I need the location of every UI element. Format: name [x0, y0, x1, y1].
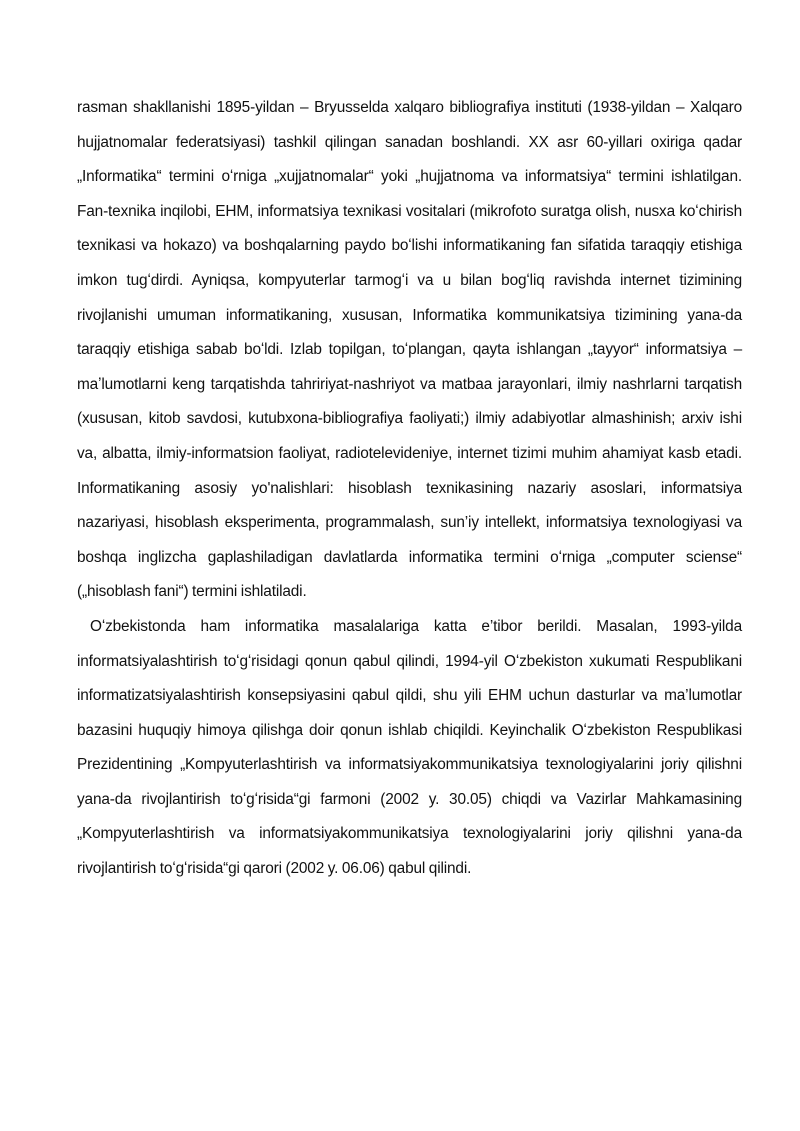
- document-page: [77, 91, 742, 887]
- body-paragraph: Oʻzbekistonda ham informatika masalalariga katta e’tibor berildi. Masalan, 1993-yilda informatsiyalashtirish toʻgʻrisidagi qonun qabul qilindi, 1994-yil Oʻzbekiston xukumati Respublikani informatizatsiyalashtirish konsepsiyasini qabul qildi, shu yili EHM uchun dasturlar va ma’lumotlar bazasini huquqiy himoya qilishga doir qonun ishlab chiqildi. Keyinchalik Oʻzbekiston Respublikasi Prezidentining „Kompyuterlashtirish va informatsiyakommunikatsiya texnologiyalarini joriy qilishni yana-da rivojlantirish toʻgʻrisida“gi farmoni (2002 y. 30.05) chiqdi va Vazirlar Mahkamasining „Kompyuterlashtirish va informatsiyakommunikatsiya texnologiyalarini joriy qilishni yana-da rivojlantirish toʻgʻrisida“gi qarori (2002 y. 06.06) qabul qilindi.: [77, 617, 742, 878]
- body-paragraph: rasman shakllanishi 1895-yildan – Bryusselda xalqaro bibliografiya instituti (1938-yildan – Xalqaro hujjatnomalar federatsiyasi) tashkil qilingan sanadan boshlandi. XX asr 60-yillari oxiriga qadar „Informatika“ termini oʻrniga „xujjatnomalar“ yoki „hujjatnoma va informatsiya“ termini ishlatilgan. Fan-texnika inqilobi, EHM, informatsiya texnikasi vositalari (mikrofoto suratga olish, nusxa koʻchirish texnikasi va hokazo) va boshqalarning paydo boʻlishi informatikaning fan sifatida taraqqiy etishiga imkon tugʻdirdi. Ayniqsa, kompyuterlar tarmogʻi va u bilan bogʻliq ravishda internet tizimining rivojlanishi umuman informatikaning, xususan, Informatika kommunikatsiya tizimining yana-da taraqqiy etishiga sabab boʻldi. Izlab topilgan, toʻplangan, qayta ishlangan „tayyor“ informatsiya – maʼlumotlarni keng tarqatishda tahririyat-nashriyot va matbaa jarayonlari, ilmiy nashrlarni tarqatish (xususan, kitob savdosi, kutubxona-bibliografiya faoliyati;) ilmiy adabiyotlar almashinish; arxiv ishi va, albatta, ilmiy-informatsion faoliyat, radiotelevideniye, internet tizimi muhim ahamiyat kasb etadi. Informatikaning asosiy yo'nalishlari: hisoblash texnikasining nazariy asoslari, informatsiya nazariyasi, hisoblash eksperimenta, programmalash, sun’iy intellekt, informatsiya texnologiyasi va boshqa inglizcha gaplashiladigan davlatlarda informatika termini oʻrniga „computer sciense“ („hisoblash fani“) termini ishlatiladi.: [77, 99, 742, 601]
